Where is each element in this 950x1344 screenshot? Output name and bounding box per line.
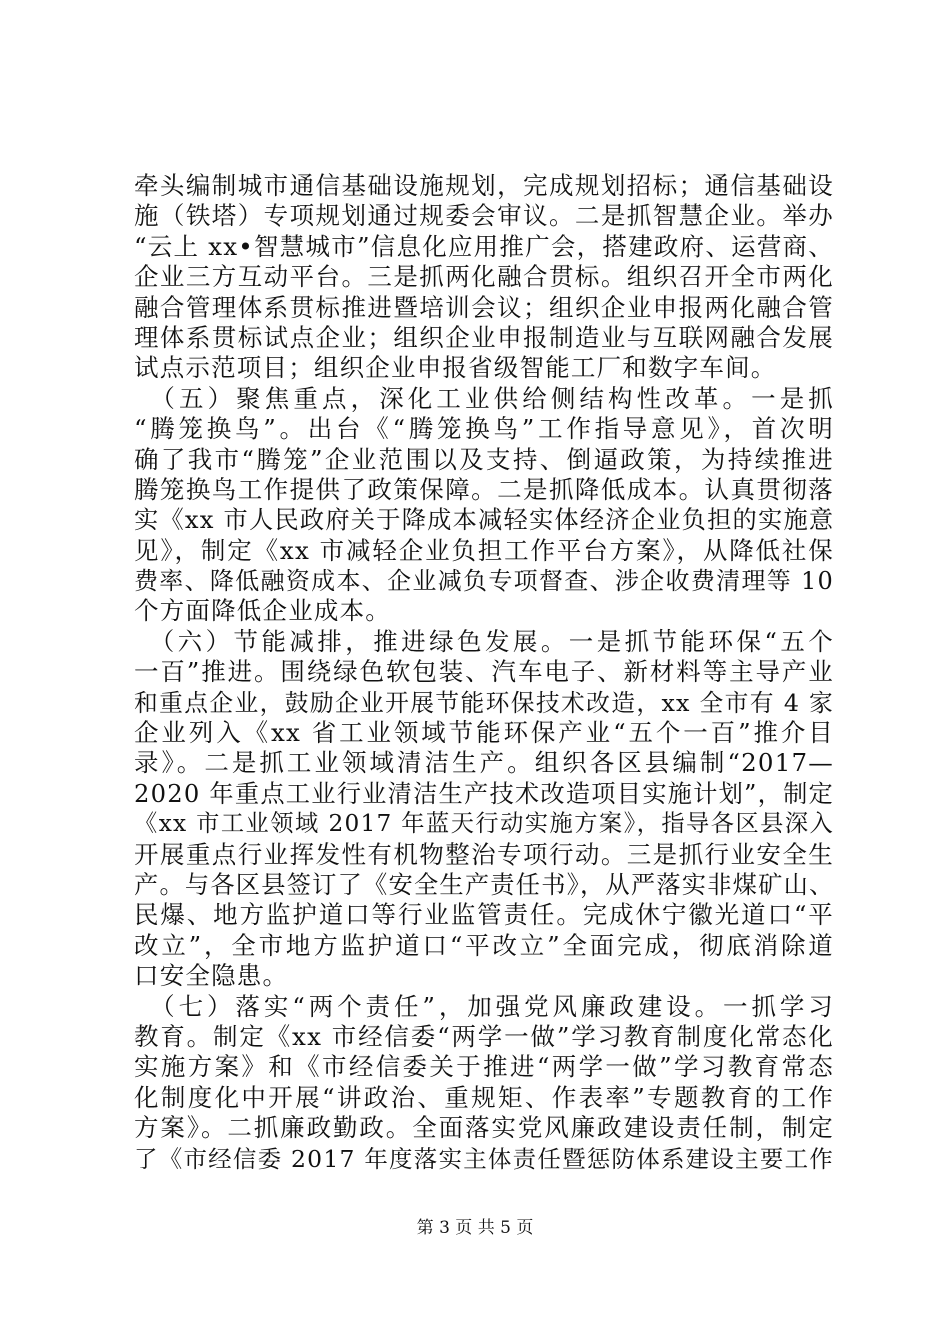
text-line: 录》。二是抓工业领域清洁生产。组织各区县编制“2017— [134,748,834,778]
text-line: 改立”，全市地方监护道口“平改立”全面完成，彻底消除道 [134,930,834,960]
text-line: 腾笼换鸟工作提供了政策保障。二是抓降低成本。认真贯彻落 [134,474,834,504]
text-line: 和重点企业，鼓励企业开展节能环保技术改造，xx 全市有 4 家 [134,688,834,717]
text-line: 企业列入《xx 省工业领域节能环保产业“五个一百”推介目 [134,718,834,748]
text-line: 确了我市“腾笼”企业范围以及支持、倒逼政策，为持续推进 [134,444,834,474]
text-line: 融合管理体系贯标推进暨培训会议；组织企业申报两化融合管 [134,292,834,322]
text-line: 企业三方互动平台。三是抓两化融合贯标。组织召开全市两化 [134,262,834,292]
text-line: （五）聚焦重点，深化工业供给侧结构性改革。一是抓 [134,383,834,413]
text-line: 实《xx 市人民政府关于降成本减轻实体经济企业负担的实施意 [134,505,835,535]
text-line: 开展重点行业挥发性有机物整治专项行动。三是抓行业安全生 [134,839,834,869]
text-line: 牵头编制城市通信基础设施规划，完成规划招标；通信基础设 [134,171,834,200]
text-line: 方案》。二抓廉政勤政。全面落实党风廉政建设责任制，制定 [134,1113,834,1143]
text-line: 产。与各区县签订了《安全生产责任书》，从严落实非煤矿山、 [134,869,835,899]
text-line: 2020 年重点工业行业清洁生产技术改造项目实施计划”，制定 [134,778,834,808]
text-line: 理体系贯标试点企业；组织企业申报制造业与互联网融合发展 [134,322,834,352]
text-line: 了《市经信委 2017 年度落实主体责任暨惩防体系建设主要工作 [134,1144,834,1173]
page-footer: 第 3 页 共 5 页 [416,1218,534,1238]
text-line: （七）落实“两个责任”，加强党风廉政建设。一抓学习 [134,991,834,1021]
text-line: 一百”推进。围绕绿色软包装、汽车电子、新材料等主导产业 [134,657,834,687]
text-line: 费率、降低融资成本、企业减负专项督查、涉企收费清理等 10 [134,567,834,596]
document-body [134,171,834,1174]
text-line: “云上 xx•智慧城市”信息化应用推广会，搭建政府、运营商、 [134,231,834,261]
text-line: 《xx 市工业领域 2017 年蓝天行动实施方案》，指导各区县深入 [134,810,834,838]
text-line: （六）节能减排，推进绿色发展。一是抓节能环保“五个 [134,626,834,656]
text-line: 化制度化中开展“讲政治、重规矩、作表率”专题教育的工作 [134,1082,834,1112]
text-line: 实施方案》和《市经信委关于推进“两学一做”学习教育常态 [134,1052,834,1082]
text-line: 口安全隐患。 [134,961,289,991]
text-line: 见》，制定《xx 市减轻企业负担工作平台方案》，从降低社保 [134,535,834,565]
text-line: 施（铁塔）专项规划通过规委会审议。二是抓智慧企业。举办 [134,201,834,231]
text-line: “腾笼换鸟”。出台《“腾笼换鸟”工作指导意见》，首次明 [134,414,834,444]
text-line: 民爆、地方监护道口等行业监管责任。完成休宁徽光道口“平 [134,900,834,930]
text-line: 教育。制定《xx 市经信委“两学一做”学习教育制度化常态化 [134,1021,834,1051]
text-line: 试点示范项目；组织企业申报省级智能工厂和数字车间。 [134,353,777,383]
text-line: 个方面降低企业成本。 [134,596,391,626]
